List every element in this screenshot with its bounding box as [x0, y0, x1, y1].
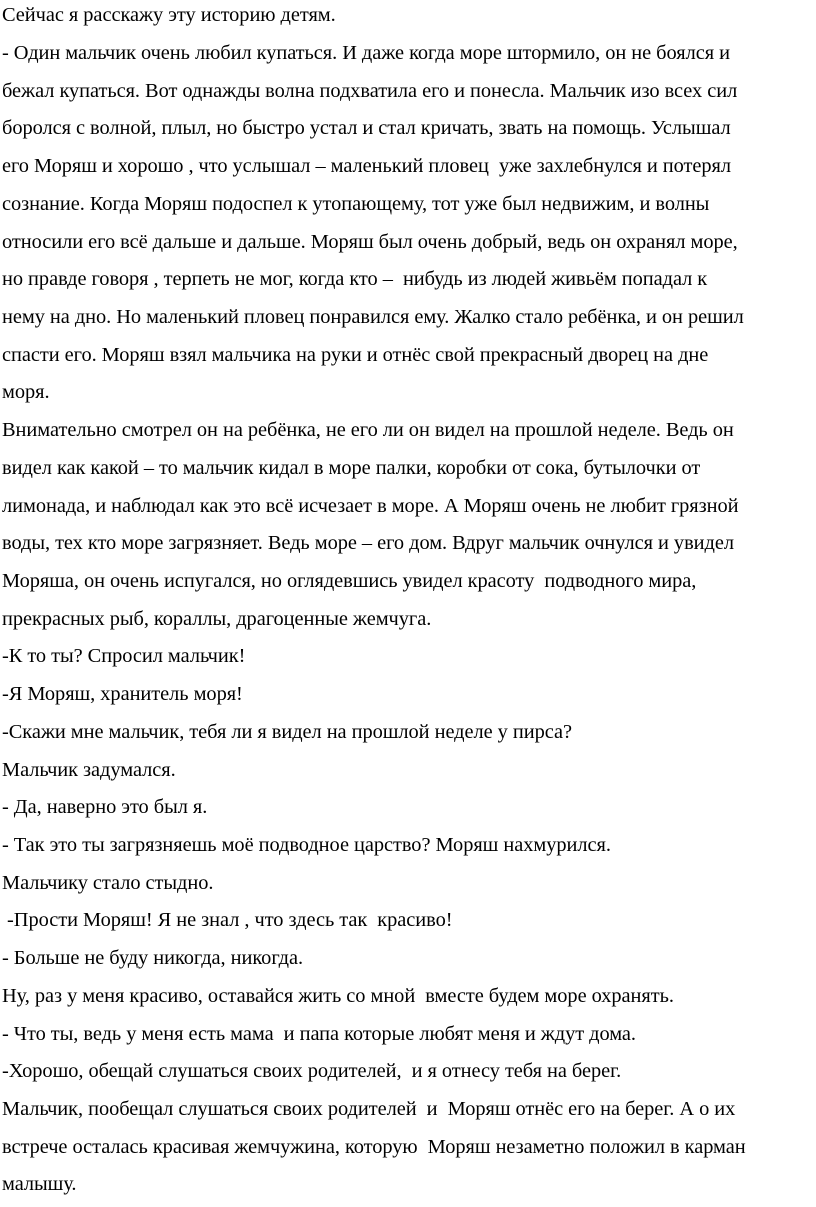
text-line: - Да, наверно это был я.	[2, 796, 208, 818]
text-line: боролся с волной, плыл, но быстро устал и стал кричать, звать на помощь. Услышал	[2, 117, 731, 139]
text-line: видел как какой – то мальчик кидал в море палки, коробки от сока, бутылочки от	[2, 457, 701, 479]
text-line: Мальчик, пообещал слушаться своих родителей и Моряш отнёс его на берег. А о их	[2, 1098, 736, 1120]
text-line: -Хорошо, обещай слушаться своих родителей, и я отнесу тебя на берег.	[2, 1060, 622, 1082]
text-line: Ну, раз у меня красиво, оставайся жить со мной вместе будем море охранять.	[2, 985, 674, 1007]
text-line: - Что ты, ведь у меня есть мама и папа которые любят меня и ждут дома.	[2, 1023, 636, 1045]
text-line: Мальчик задумался.	[2, 759, 176, 781]
text-line: нему на дно. Но маленький пловец понравился ему. Жалко стало ребёнка, и он решил	[2, 306, 744, 328]
text-line: но правде говоря , терпеть не мог, когда кто – нибудь из людей живьём попадал к	[2, 268, 708, 290]
text-line: Мальчику стало стыдно.	[2, 872, 214, 894]
text-line: Внимательно смотрел он на ребёнка, не его ли он видел на прошлой неделе. Ведь он	[2, 419, 734, 441]
text-line: сознание. Когда Моряш подоспел к утопающему, тот уже был недвижим, и волны	[2, 193, 710, 215]
text-line: прекрасных рыб, кораллы, драгоценные жемчуга.	[2, 608, 432, 630]
text-line: -Скажи мне мальчик, тебя ли я видел на прошлой неделе у пирса?	[2, 721, 572, 743]
text-line: бежал купаться. Вот однажды волна подхватила его и понесла. Мальчик изо всех сил	[2, 80, 738, 102]
text-line: -Я Моряш, хранитель моря!	[2, 683, 243, 705]
text-line: Сейчас я расскажу эту историю детям.	[2, 4, 336, 26]
text-line: - Больше не буду никогда, никогда.	[2, 947, 304, 969]
text-line: - Так это ты загрязняешь моё подводное царство? Моряш нахмурился.	[2, 834, 611, 856]
text-line: спасти его. Моряш взял мальчика на руки и отнёс свой прекрасный дворец на дне	[2, 344, 709, 366]
text-line: встрече осталась красивая жемчужина, которую Моряш незаметно положил в карман	[2, 1136, 746, 1158]
text-line: -К то ты? Спросил мальчик!	[2, 645, 246, 667]
text-line: его Моряш и хорошо , что услышал – маленький пловец уже захлебнулся и потерял	[2, 155, 731, 177]
text-line: -Прости Моряш! Я не знал , что здесь так красиво!	[2, 909, 453, 931]
text-line: малышу.	[2, 1173, 77, 1195]
text-line: - Один мальчик очень любил купаться. И даже когда море штормило, он не боялся и	[2, 42, 730, 64]
text-line: относили его всё дальше и дальше. Моряш был очень добрый, ведь он охранял море,	[2, 231, 738, 253]
text-line: воды, тех кто море загрязняет. Ведь море – его дом. Вдруг мальчик очнулся и увидел	[2, 532, 734, 554]
text-line: лимонада, и наблюдал как это всё исчезает в море. А Моряш очень не любит грязной	[2, 495, 739, 517]
text-line: моря.	[2, 381, 50, 403]
text-line: Моряша, он очень испугался, но оглядевшись увидел красоту подводного мира,	[2, 570, 697, 592]
